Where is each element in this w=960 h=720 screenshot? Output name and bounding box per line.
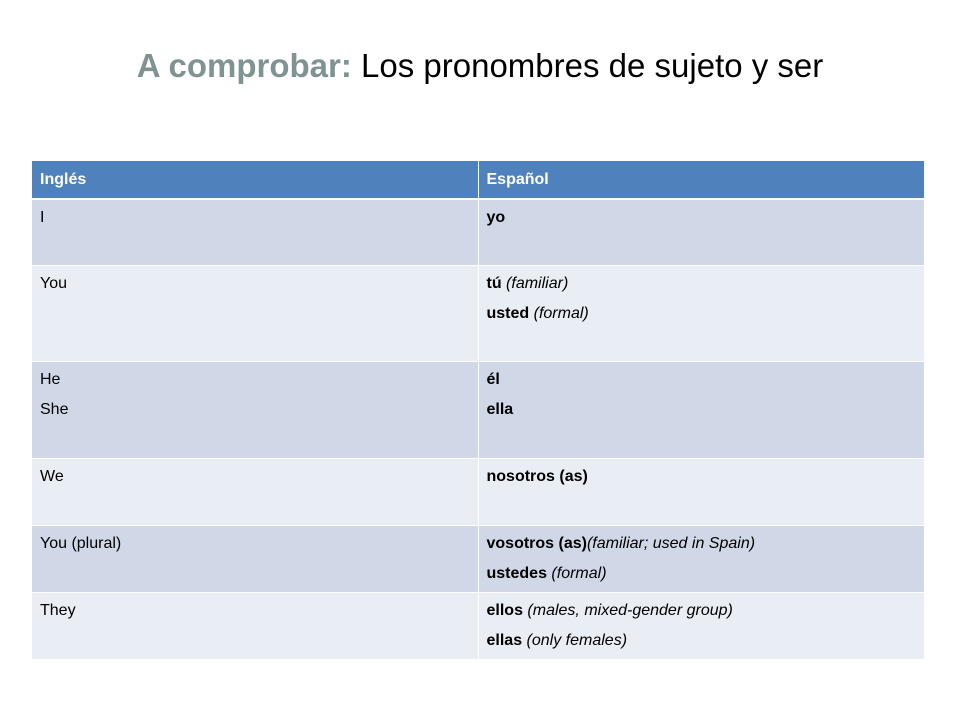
english-pronoun: They: [40, 601, 76, 619]
spanish-pronoun: [487, 203, 917, 233]
pronoun-term: ustedes: [486, 564, 547, 582]
spanish-pronoun: [487, 596, 917, 626]
pronoun-table: [32, 161, 924, 659]
english-cell: [32, 592, 478, 659]
pronoun-term: tú: [486, 274, 502, 292]
spanish-pronoun: [487, 365, 917, 395]
pronoun-term: nosotros (as): [486, 467, 588, 485]
english-pronoun: You (plural): [40, 534, 122, 552]
pronoun-term: yo: [486, 209, 506, 226]
english-cell: [32, 265, 478, 361]
spanish-pronoun: [487, 529, 917, 559]
pronoun-note: (only females): [522, 631, 628, 649]
spanish-pronoun: [487, 395, 917, 425]
english-cell: [32, 199, 478, 265]
english-cell: [32, 525, 478, 592]
table-row: [32, 265, 924, 361]
pronoun-term: ella: [486, 400, 514, 418]
table-row: [32, 592, 924, 659]
pronoun-term: ellas: [486, 631, 523, 649]
title-main: Los pronombres de sujeto y ser: [361, 47, 824, 84]
spanish-pronoun: [487, 299, 917, 329]
english-pronoun: I: [40, 209, 45, 226]
english-cell: [32, 361, 478, 458]
english-pronoun: We: [40, 467, 64, 485]
pronoun-term: él: [486, 370, 500, 388]
spanish-pronoun: [487, 626, 917, 656]
table-row: [32, 361, 924, 458]
title-accent: A comprobar:: [136, 47, 352, 84]
spanish-cell: [478, 199, 924, 265]
spanish-cell: [478, 361, 924, 458]
pronoun-note: (formal): [529, 304, 589, 322]
spanish-cell: [478, 525, 924, 592]
pronoun-note: (familiar): [501, 274, 569, 292]
pronoun-note: (familiar; used in Spain): [586, 534, 756, 552]
spanish-cell: [478, 458, 924, 525]
pronoun-term: ellos: [486, 601, 523, 619]
spanish-cell: [478, 592, 924, 659]
pronoun-note: (formal): [546, 564, 607, 582]
spanish-pronoun: [487, 559, 917, 589]
pronoun-note: (males, mixed-gender group): [522, 601, 733, 619]
english-cell: [32, 458, 478, 525]
slide-title: [0, 44, 960, 88]
spanish-pronoun: [487, 269, 917, 299]
english-pronoun: She: [40, 400, 69, 418]
english-pronoun: He: [40, 370, 61, 388]
header-english: Inglés: [32, 161, 478, 199]
table-row: [32, 525, 924, 592]
table-header-row: [32, 161, 924, 199]
pronoun-term: vosotros (as): [486, 534, 587, 552]
pronoun-term: usted: [486, 304, 530, 322]
spanish-cell: [478, 265, 924, 361]
table-row: [32, 199, 924, 265]
english-pronoun: You: [40, 274, 67, 292]
table-row: [32, 458, 924, 525]
header-spanish: Español: [478, 161, 924, 199]
spanish-pronoun: [487, 462, 917, 492]
